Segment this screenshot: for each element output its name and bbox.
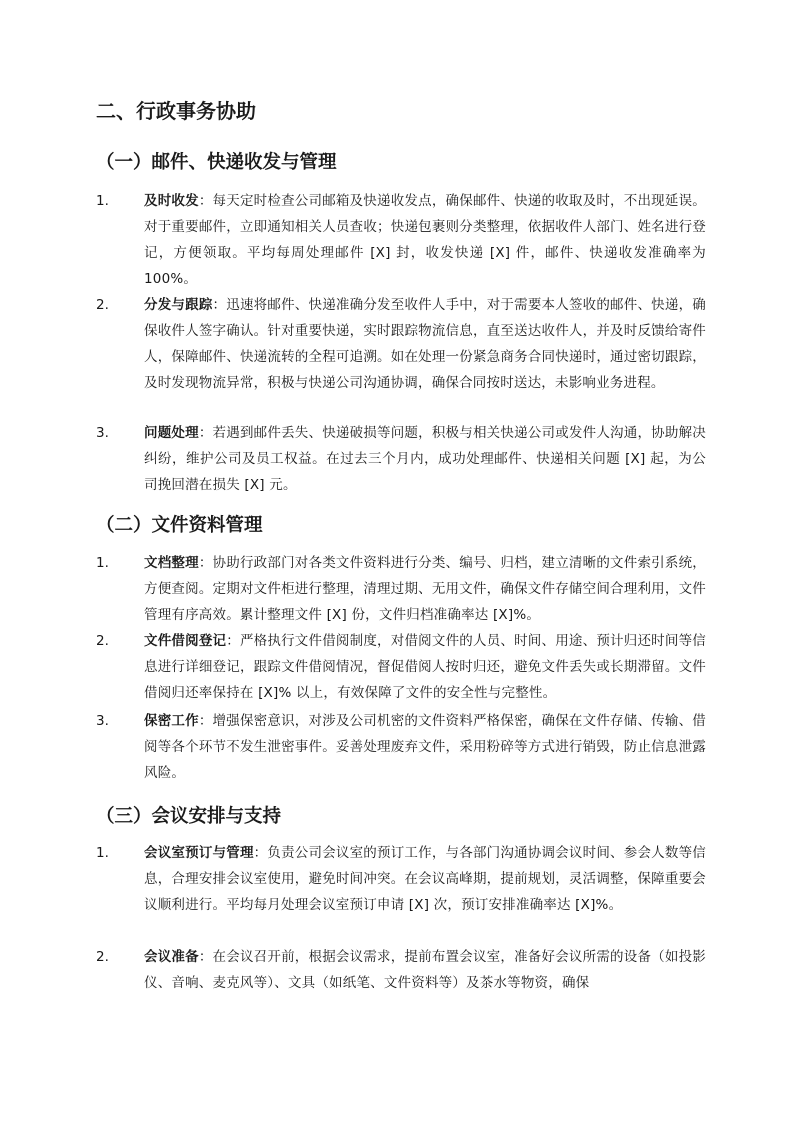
list-item-lead: 及时收发 [144, 193, 199, 209]
list-number: 2. [96, 297, 109, 313]
list-number: 1. [96, 193, 109, 209]
list-number: 1. [96, 845, 109, 861]
list-number: 1. [96, 555, 109, 571]
document-title: 二、行政事务协助 [96, 99, 256, 123]
list-item [96, 550, 706, 628]
list-item [96, 840, 706, 918]
list-item-lead: 文件借阅登记 [144, 633, 227, 649]
list-item-lead: 文档整理 [144, 555, 199, 571]
section-heading-2: （二）文件资料管理 [96, 515, 263, 536]
list-item [96, 188, 706, 292]
list-number: 3. [96, 425, 109, 441]
list-item [96, 420, 706, 498]
list-item [96, 628, 706, 706]
list-item [96, 944, 706, 996]
list-item-lead: 会议室预订与管理 [144, 845, 254, 861]
list-item-text: ：每天定时检查公司邮箱及快递收发点，确保邮件、快递的收取及时，不出现延误。对于重要邮件，立即通知相关人员查收；快递包裹则分类整理，依据收件人部门、姓名进行登记，方便领取。平均每周处理邮件 [X] 封，收发快递 [X] 件，邮件、快递收发准确率为 100%。 [144, 193, 706, 287]
list-item [96, 708, 706, 786]
list-item-body [144, 292, 706, 396]
list-item-text: ：负责公司会议室的预订工作，与各部门沟通协调会议时间、参会人数等信息，合理安排会议室使用，避免时间冲突。在会议高峰期，提前规划，灵活调整，保障重要会议顺利进行。平均每月处理会议室预订申请 [X] 次，预订安排准确率达 [X]%。 [144, 845, 706, 913]
list-item-body [144, 708, 706, 786]
list-item-body [144, 628, 706, 706]
list-item-lead: 问题处理 [144, 425, 199, 441]
list-item-text: ：严格执行文件借阅制度，对借阅文件的人员、时间、用途、预计归还时间等信息进行详细登记，跟踪文件借阅情况，督促借阅人按时归还，避免文件丢失或长期滞留。文件借阅归还率保持在 [X]% 以上，有效保障了文件的安全性与完整性。 [144, 633, 707, 701]
list-item-text: ：迅速将邮件、快递准确分发至收件人手中，对于需要本人签收的邮件、快递，确保收件人签字确认。针对重要快递，实时跟踪物流信息，直至送达收件人，并及时反馈给寄件人，保障邮件、快递流转的全程可追溯。如在处理一份紧急商务合同快递时，通过密切跟踪，及时发现物流异常，积极与快递公司沟通协调，确保合同按时送达，未影响业务进程。 [144, 297, 707, 391]
list-item-body [144, 420, 706, 498]
list-item [96, 292, 706, 396]
list-item-body [144, 188, 706, 292]
list-item-text: ：若遇到邮件丢失、快递破损等问题，积极与相关快递公司或发件人沟通，协助解决纠纷，维护公司及员工权益。在过去三个月内，成功处理邮件、快递相关问题 [X] 起，为公司挽回潜在损失 [X] 元。 [144, 425, 706, 493]
section-heading-1: （一）邮件、快递收发与管理 [96, 152, 337, 173]
list-number: 3. [96, 713, 109, 729]
section-heading-3: （三）会议安排与支持 [96, 806, 282, 827]
list-number: 2. [96, 633, 109, 649]
list-item-body [144, 944, 706, 996]
list-item-lead: 会议准备 [144, 949, 199, 965]
list-item-text: ：在会议召开前，根据会议需求，提前布置会议室，准备好会议所需的设备（如投影仪、音响、麦克风等）、文具（如纸笔、文件资料等）及茶水等物资，确保 [144, 949, 706, 991]
list-item-body [144, 550, 706, 628]
list-item-lead: 保密工作 [144, 713, 199, 729]
list-item-lead: 分发与跟踪 [144, 297, 213, 313]
list-number: 2. [96, 949, 109, 965]
list-item-text: ：增强保密意识，对涉及公司机密的文件资料严格保密，确保在文件存储、传输、借阅等各个环节不发生泄密事件。妥善处理废弃文件，采用粉碎等方式进行销毁，防止信息泄露风险。 [144, 713, 706, 781]
list-item-text: ：协助行政部门对各类文件资料进行分类、编号、归档，建立清晰的文件索引系统，方便查阅。定期对文件柜进行整理，清理过期、无用文件，确保文件存储空间合理利用，文件管理有序高效。累计整理文件 [X] 份，文件归档准确率达 [X]%。 [144, 555, 706, 623]
list-item-body [144, 840, 706, 918]
